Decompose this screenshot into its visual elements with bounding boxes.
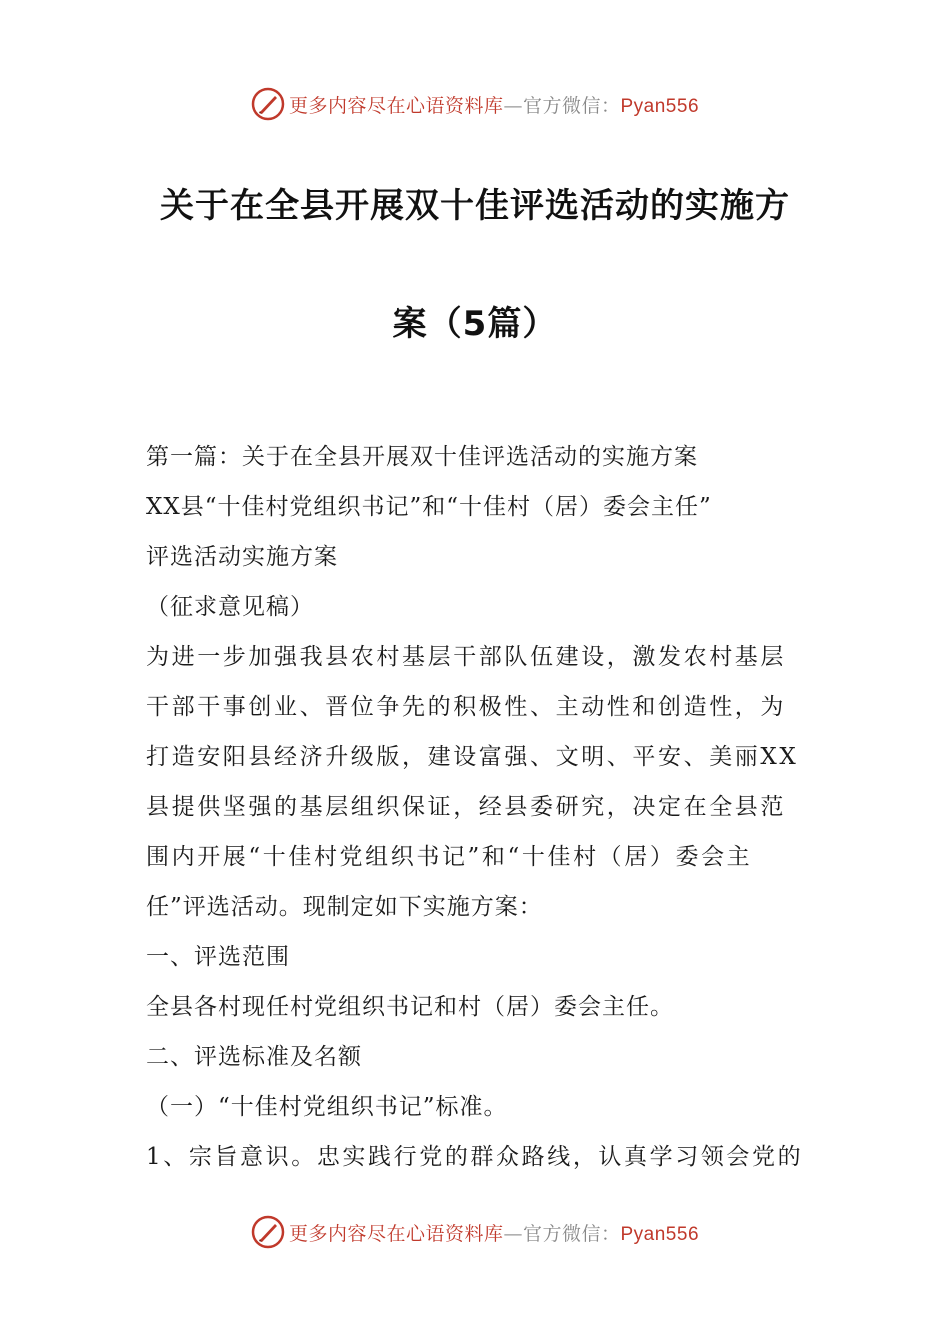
banner-dash: — [503,1222,523,1245]
banner-contact-id: Pyan556 [620,95,700,117]
header-watermark-banner [0,84,950,124]
body-line: （一）“十佳村党组织书记”标准。 [146,1094,508,1120]
body-line: 为进一步加强我县农村基层干部队伍建设，激发农村基层 [146,644,786,670]
body-line: 干部干事创业、晋位争先的积极性、主动性和创造性，为 [146,694,786,720]
body-line: 第一篇：关于在全县开展双十佳评选活动的实施方案 [146,444,698,470]
body-line: 全县各村现任村党组织书记和村（居）委会主任。 [146,994,674,1020]
body-line: XX县“十佳村党组织书记”和“十佳村（居）委会主任” [146,494,712,520]
body-line: 一、评选范围 [146,944,290,970]
banner-contact-label: 官方微信： [522,1222,621,1245]
quill-pen-logo-icon [251,87,285,121]
body-line: 县提供坚强的基层组织保证，经县委研究，决定在全县范 [146,794,786,820]
body-line: 评选活动实施方案 [146,544,338,570]
body-line: 围内开展“十佳村党组织书记”和“十佳村（居）委会主 [146,844,753,870]
banner-contact-label: 官方微信： [522,94,621,117]
body-line: （征求意见稿） [146,594,314,620]
document-title-line-2: 案（5篇） [392,304,558,344]
footer-watermark-banner [0,1212,950,1252]
banner-site-name: 更多内容尽在心语资料库 [288,1222,504,1245]
banner-site-name: 更多内容尽在心语资料库 [288,94,504,117]
body-line: 任”评选活动。现制定如下实施方案： [146,894,543,920]
quill-pen-logo-icon [251,1215,285,1249]
body-line: 二、评选标准及名额 [146,1044,362,1070]
document-title-line-1: 关于在全县开展双十佳评选活动的实施方 [160,186,790,226]
banner-dash: — [503,94,523,117]
body-line: 打造安阳县经济升级版，建设富强、文明、平安、美丽XX [146,744,799,770]
banner-contact-id: Pyan556 [620,1223,700,1245]
document-body [146,432,826,1182]
banner-text [289,1219,699,1246]
banner-text [289,91,699,118]
body-line: 1、宗旨意识。忠实践行党的群众路线，认真学习领会党的 [146,1144,804,1170]
